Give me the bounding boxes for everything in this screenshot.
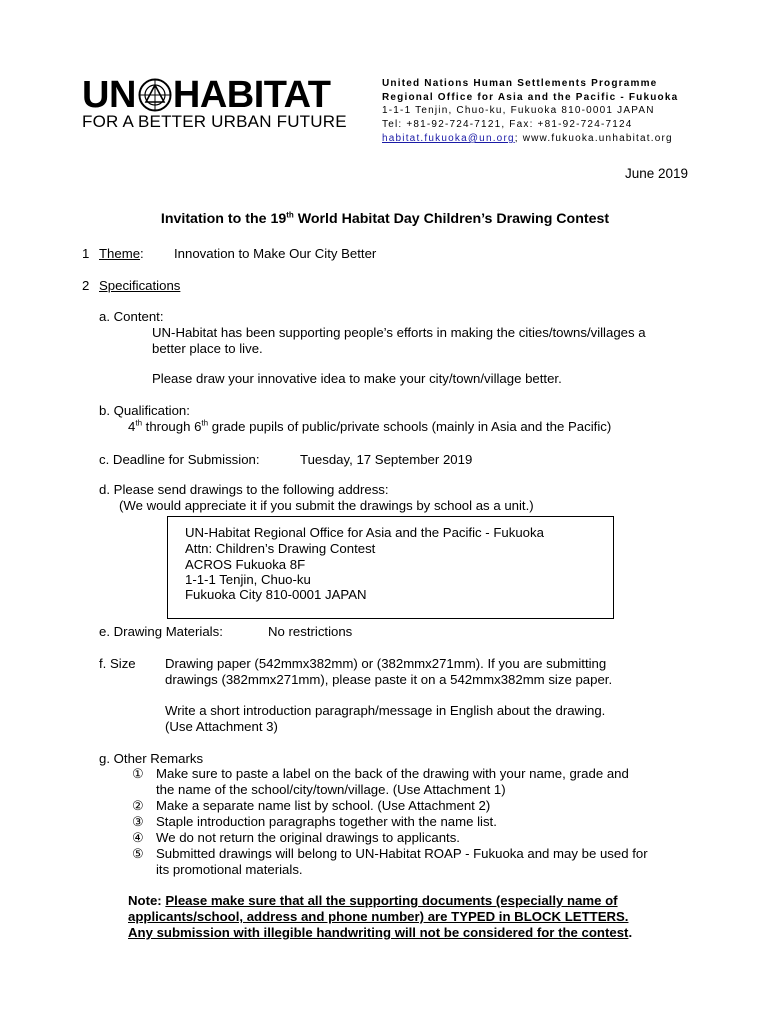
qual-rest: grade pupils of public/private schools (mainly in Asia and the Pacific) bbox=[208, 419, 612, 434]
materials-label: e. Drawing Materials: bbox=[99, 624, 223, 639]
size-line-4: (Use Attachment 3) bbox=[165, 719, 278, 734]
title-post: World Habitat Day Children’s Drawing Contest bbox=[293, 211, 610, 227]
note-text-1: Please make sure that all the supporting documents (especially name of bbox=[165, 893, 618, 908]
qual-n1: 4 bbox=[128, 419, 136, 434]
remark-2-line-1: Make a separate name list by school. (Use Attachment 2) bbox=[156, 798, 491, 813]
size-label: f. Size bbox=[99, 656, 136, 671]
section-2-number: 2 bbox=[82, 278, 90, 293]
remark-3-mark: ③ bbox=[132, 814, 144, 829]
materials-value: No restrictions bbox=[268, 624, 353, 639]
title-sup: th bbox=[286, 210, 294, 220]
remark-4-mark: ④ bbox=[132, 830, 144, 845]
remark-5-line-2: its promotional materials. bbox=[156, 862, 303, 877]
org-letterhead bbox=[382, 77, 678, 146]
theme-label-text: Theme bbox=[99, 246, 141, 261]
un-emblem-icon bbox=[138, 78, 172, 112]
size-line-2: drawings (382mmx271mm), please paste it on a 542mmx382mm size paper. bbox=[165, 672, 613, 687]
section-1-number: 1 bbox=[82, 246, 90, 261]
org-name: United Nations Human Settlements Programme bbox=[382, 78, 658, 89]
document-date: June 2019 bbox=[624, 166, 688, 181]
org-address: 1-1-1 Tenjin, Chuo-ku, Fukuoka 810-0001 JAPAN bbox=[382, 105, 655, 117]
note-prefix: Note: bbox=[128, 893, 166, 908]
note-line-1 bbox=[128, 893, 618, 909]
title-pre: Invitation to the 19 bbox=[160, 211, 287, 227]
logo-text-habitat: HABITAT bbox=[172, 74, 331, 116]
un-habitat-logo bbox=[82, 76, 331, 114]
remark-2-mark: ② bbox=[132, 798, 144, 813]
note-line-3 bbox=[128, 925, 632, 941]
size-line-3: Write a short introduction paragraph/message in English about the drawing. bbox=[165, 703, 606, 718]
email-link[interactable]: habitat.fukuoka@un.org bbox=[382, 132, 515, 144]
qual-sup2: th bbox=[201, 418, 209, 428]
content-line-2: better place to live. bbox=[152, 341, 263, 356]
remark-4-line-1: We do not return the original drawings to applicants. bbox=[156, 830, 460, 845]
remark-5-mark: ⑤ bbox=[132, 846, 144, 861]
logo-tagline: FOR A BETTER URBAN FUTURE bbox=[82, 112, 347, 131]
theme-colon: : bbox=[140, 246, 144, 261]
specifications-heading: Specifications bbox=[99, 278, 181, 293]
address-line-1: UN-Habitat Regional Office for Asia and the Pacific - Fukuoka bbox=[185, 525, 544, 540]
logo-text-un: UN bbox=[82, 74, 136, 116]
content-line-1: UN-Habitat has been supporting people’s efforts in making the cities/towns/villages a bbox=[152, 325, 646, 340]
content-line-3: Please draw your innovative idea to make your city/town/village better. bbox=[152, 371, 562, 386]
address-line-3: ACROS Fukuoka 8F bbox=[185, 557, 306, 572]
qual-mid: through 6 bbox=[142, 419, 202, 434]
deadline-value: Tuesday, 17 September 2019 bbox=[300, 452, 473, 467]
qualification-text bbox=[128, 419, 611, 435]
website-text: www.fukuoka.unhabitat.org bbox=[518, 132, 673, 144]
send-label: d. Please send drawings to the following address: bbox=[99, 482, 389, 497]
note-text-3: Any submission with illegible handwriting will not be considered for the contest bbox=[128, 925, 629, 940]
content-label: a. Content: bbox=[99, 309, 164, 324]
deadline-label: c. Deadline for Submission: bbox=[99, 452, 260, 467]
org-office: Regional Office for Asia and the Pacific - Fukuoka bbox=[382, 91, 679, 103]
theme-label bbox=[99, 246, 144, 262]
note-line-2: applicants/school, address and phone number) are TYPED in BLOCK LETTERS. bbox=[128, 909, 629, 924]
remark-5-line-1: Submitted drawings will belong to UN-Habitat ROAP - Fukuoka and may be used for bbox=[156, 846, 648, 861]
org-phone: Tel: +81-92-724-7121, Fax: +81-92-724-7124 bbox=[382, 119, 633, 131]
send-note: (We would appreciate it if you submit the drawings by school as a unit.) bbox=[119, 498, 534, 513]
address-line-2: Attn: Children’s Drawing Contest bbox=[185, 541, 376, 556]
remark-1-line-2: the name of the school/city/town/village. (Use Attachment 1) bbox=[156, 782, 506, 797]
size-line-1: Drawing paper (542mmx382mm) or (382mmx271mm). If you are submitting bbox=[165, 656, 607, 671]
remarks-label: g. Other Remarks bbox=[99, 751, 204, 766]
address-line-4: 1-1-1 Tenjin, Chuo-ku bbox=[185, 572, 311, 587]
theme-value: Innovation to Make Our City Better bbox=[174, 246, 377, 261]
remark-1-mark: ① bbox=[132, 766, 144, 781]
org-contact-line bbox=[382, 132, 678, 146]
document-title bbox=[0, 212, 770, 228]
remark-1-line-1: Make sure to paste a label on the back of the drawing with your name, grade and bbox=[156, 766, 629, 781]
address-line-5: Fukuoka City 810-0001 JAPAN bbox=[185, 587, 367, 602]
remark-3-line-1: Staple introduction paragraphs together with the name list. bbox=[156, 814, 497, 829]
note-end: . bbox=[628, 925, 633, 940]
email-separator: ; bbox=[514, 132, 519, 144]
qualification-label: b. Qualification: bbox=[99, 403, 190, 418]
qual-sup1: th bbox=[135, 418, 143, 428]
